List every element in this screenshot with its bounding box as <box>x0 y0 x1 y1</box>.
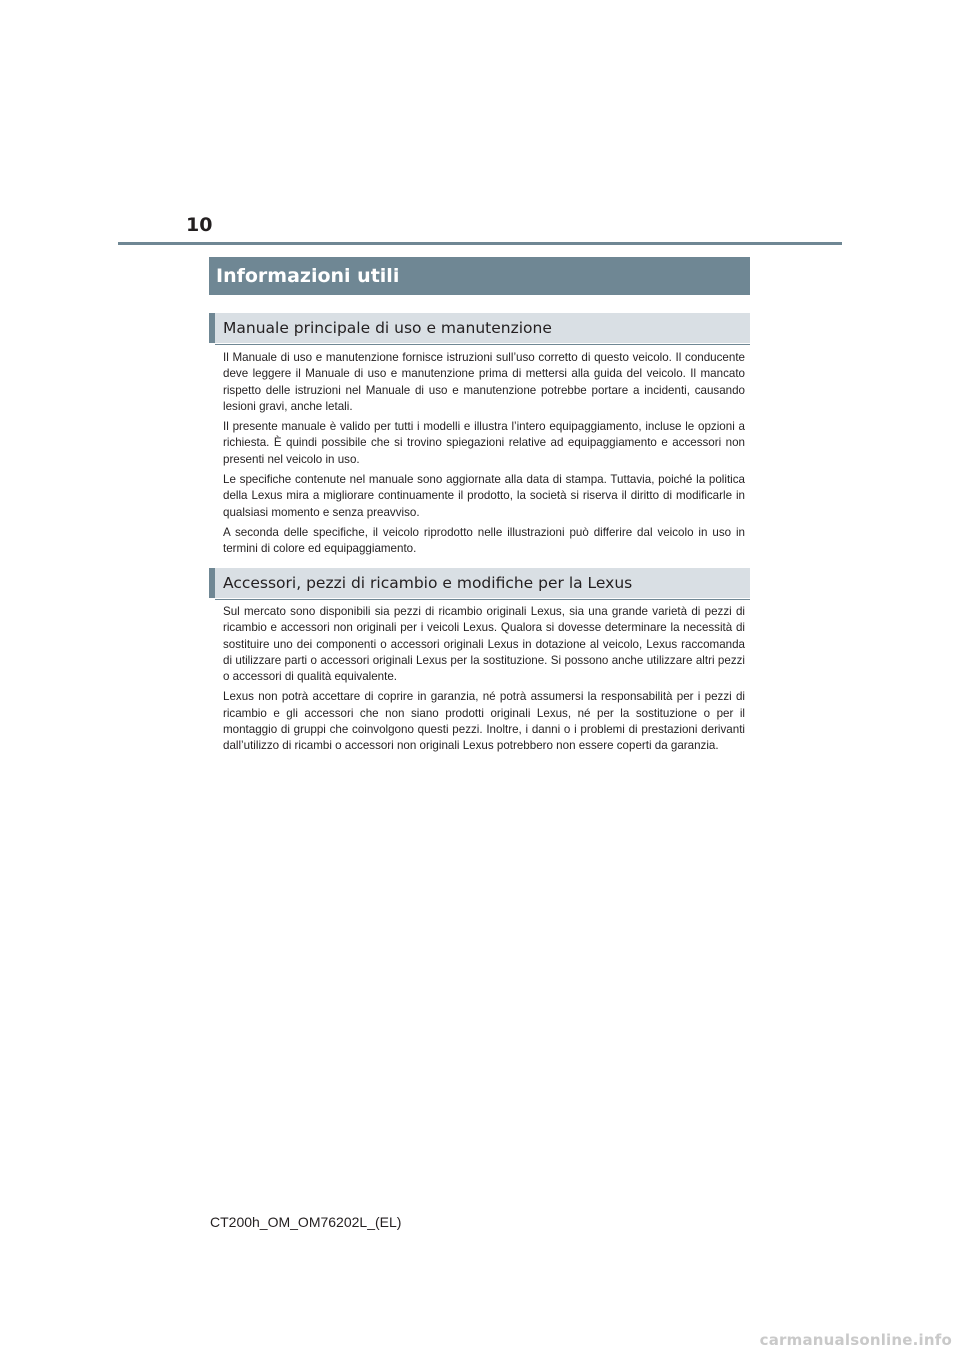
section-body-manual <box>223 350 745 562</box>
paragraph: Il Manuale di uso e manutenzione fornisce istruzioni sull’uso corretto di questo veicolo. Il conducente deve leggere il Manuale di uso e manutenzione prima di mettersi alla guida del veicolo. Il mancato rispetto delle istruzioni nel Manuale di uso e manutenzione potrebbe portare a incidenti, causando lesioni gravi, anche letali. <box>223 351 745 413</box>
section-title-manual: Manuale principale di uso e manutenzione <box>209 313 750 343</box>
paragraph: Sul mercato sono disponibili sia pezzi di ricambio originali Lexus, sia una grande varietà di pezzi di ricambio e accessori non originali per i veicoli Lexus. Qualora si dovesse determinare la necessità di sostituire uno dei componenti o accessori originali Lexus in dotazione al veicolo, Lexus raccomanda di utilizzare parti o accessori originali Lexus per la sostituzione. Si possono anche utilizzare altri pezzi o accessori di qualità equivalente. <box>223 605 745 684</box>
paragraph: A seconda delle specifiche, il veicolo riprodotto nelle illustrazioni può differire dal veicolo in uso in termini di colore ed equipaggiamento. <box>223 525 745 556</box>
paragraph: Lexus non potrà accettare di coprire in garanzia, né potrà assumersi la responsabilità per i pezzi di ricambio e gli accessori che non siano prodotti originali Lexus, né per la sostituzione o per il montaggio di gruppi che coinvolgono questi pezzi. Inoltre, i danni o i problemi di prestazioni derivanti dall’utilizzo di ricambi o accessori non originali Lexus potrebbero non essere coperti da garanzia. <box>223 690 745 753</box>
document-code: CT200h_OM_OM76202L_(EL) <box>210 1214 402 1230</box>
header-rule <box>118 242 842 245</box>
paragraph: Il presente manuale è valido per tutti i modelli e illustra l’intero equipaggiamento, incluse le opzioni a richiesta. È quindi possibile che si trovino spiegazioni relative ad equipaggiamento e accessori non presenti nel veicolo in uso. <box>223 420 745 466</box>
chapter-title: Informazioni utili <box>209 257 750 295</box>
watermark: carmanualsonline.info <box>759 1331 952 1349</box>
page-number: 10 <box>186 214 213 236</box>
section-body-accessories <box>223 604 745 759</box>
section-title-accessories: Accessori, pezzi di ricambio e modifiche per la Lexus <box>209 568 750 598</box>
paragraph: Le specifiche contenute nel manuale sono aggiornate alla data di stampa. Tuttavia, poiché la politica della Lexus mira a migliorare continuamente il prodotto, la società si riserva il diritto di modificarle in qualsiasi momento e senza preavviso. <box>223 473 745 519</box>
